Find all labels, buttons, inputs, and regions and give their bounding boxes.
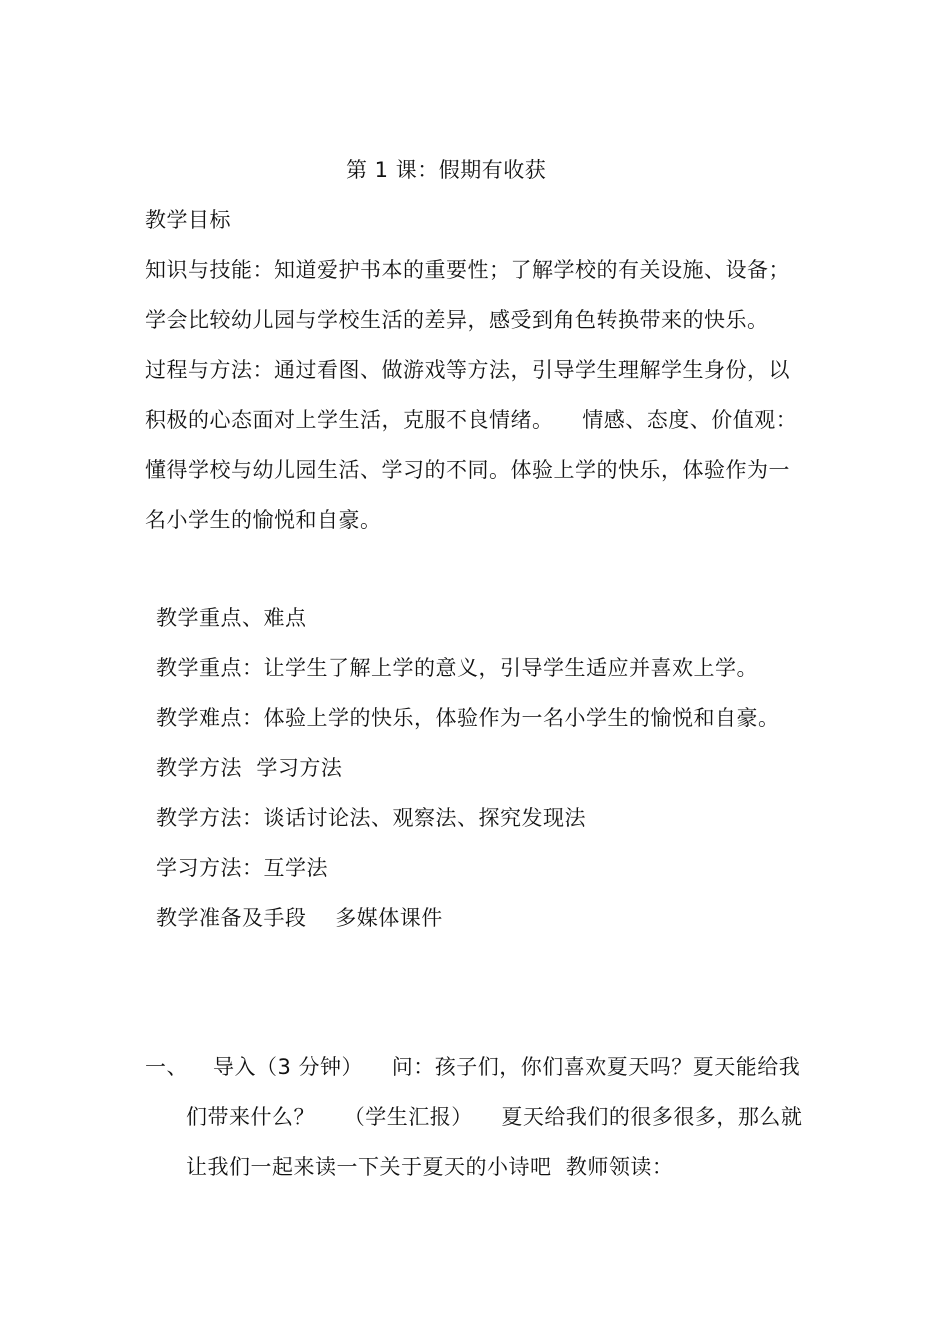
intro-line: 们带来什么？ （学生汇报） 夏天给我们的很多很多，那么就 (186, 1105, 803, 1129)
methods-heading: 教学方法 学习方法 (156, 756, 343, 780)
objectives-line: 学会比较幼儿园与学校生活的差异，感受到角色转换带来的快乐。 (145, 308, 769, 332)
key-points-heading: 教学重点、难点 (156, 606, 307, 630)
key-point-line: 教学重点：让学生了解上学的意义，引导学生适应并喜欢上学。 (156, 656, 758, 680)
objectives-line: 知识与技能：知道爱护书本的重要性；了解学校的有关设施、设备； (145, 258, 790, 282)
objectives-line: 懂得学校与幼儿园生活、学习的不同。体验上学的快乐，体验作为一 (145, 458, 790, 482)
preparation-line: 教学准备及手段 多媒体课件 (156, 906, 443, 930)
list-marker: 一、 (145, 1055, 188, 1079)
learning-method-line: 学习方法：互学法 (156, 856, 328, 880)
difficulty-line: 教学难点：体验上学的快乐，体验作为一名小学生的愉悦和自豪。 (156, 706, 780, 730)
objectives-line: 过程与方法：通过看图、做游戏等方法，引导学生理解学生身份，以 (145, 358, 790, 382)
intro-line: 导入（3 分钟） 问：孩子们，你们喜欢夏天吗？夏天能给我 (213, 1055, 801, 1079)
objectives-heading: 教学目标 (145, 208, 231, 232)
lesson-title: 第 1 课：假期有收获 (346, 158, 547, 182)
objectives-line: 积极的心态面对上学生活，克服不良情绪。 情感、态度、价值观： (145, 408, 798, 432)
objectives-line: 名小学生的愉悦和自豪。 (145, 508, 382, 532)
intro-line: 让我们一起来读一下关于夏天的小诗吧 教师领读： (186, 1155, 674, 1179)
teaching-method-line: 教学方法：谈话讨论法、观察法、探究发现法 (156, 806, 586, 830)
